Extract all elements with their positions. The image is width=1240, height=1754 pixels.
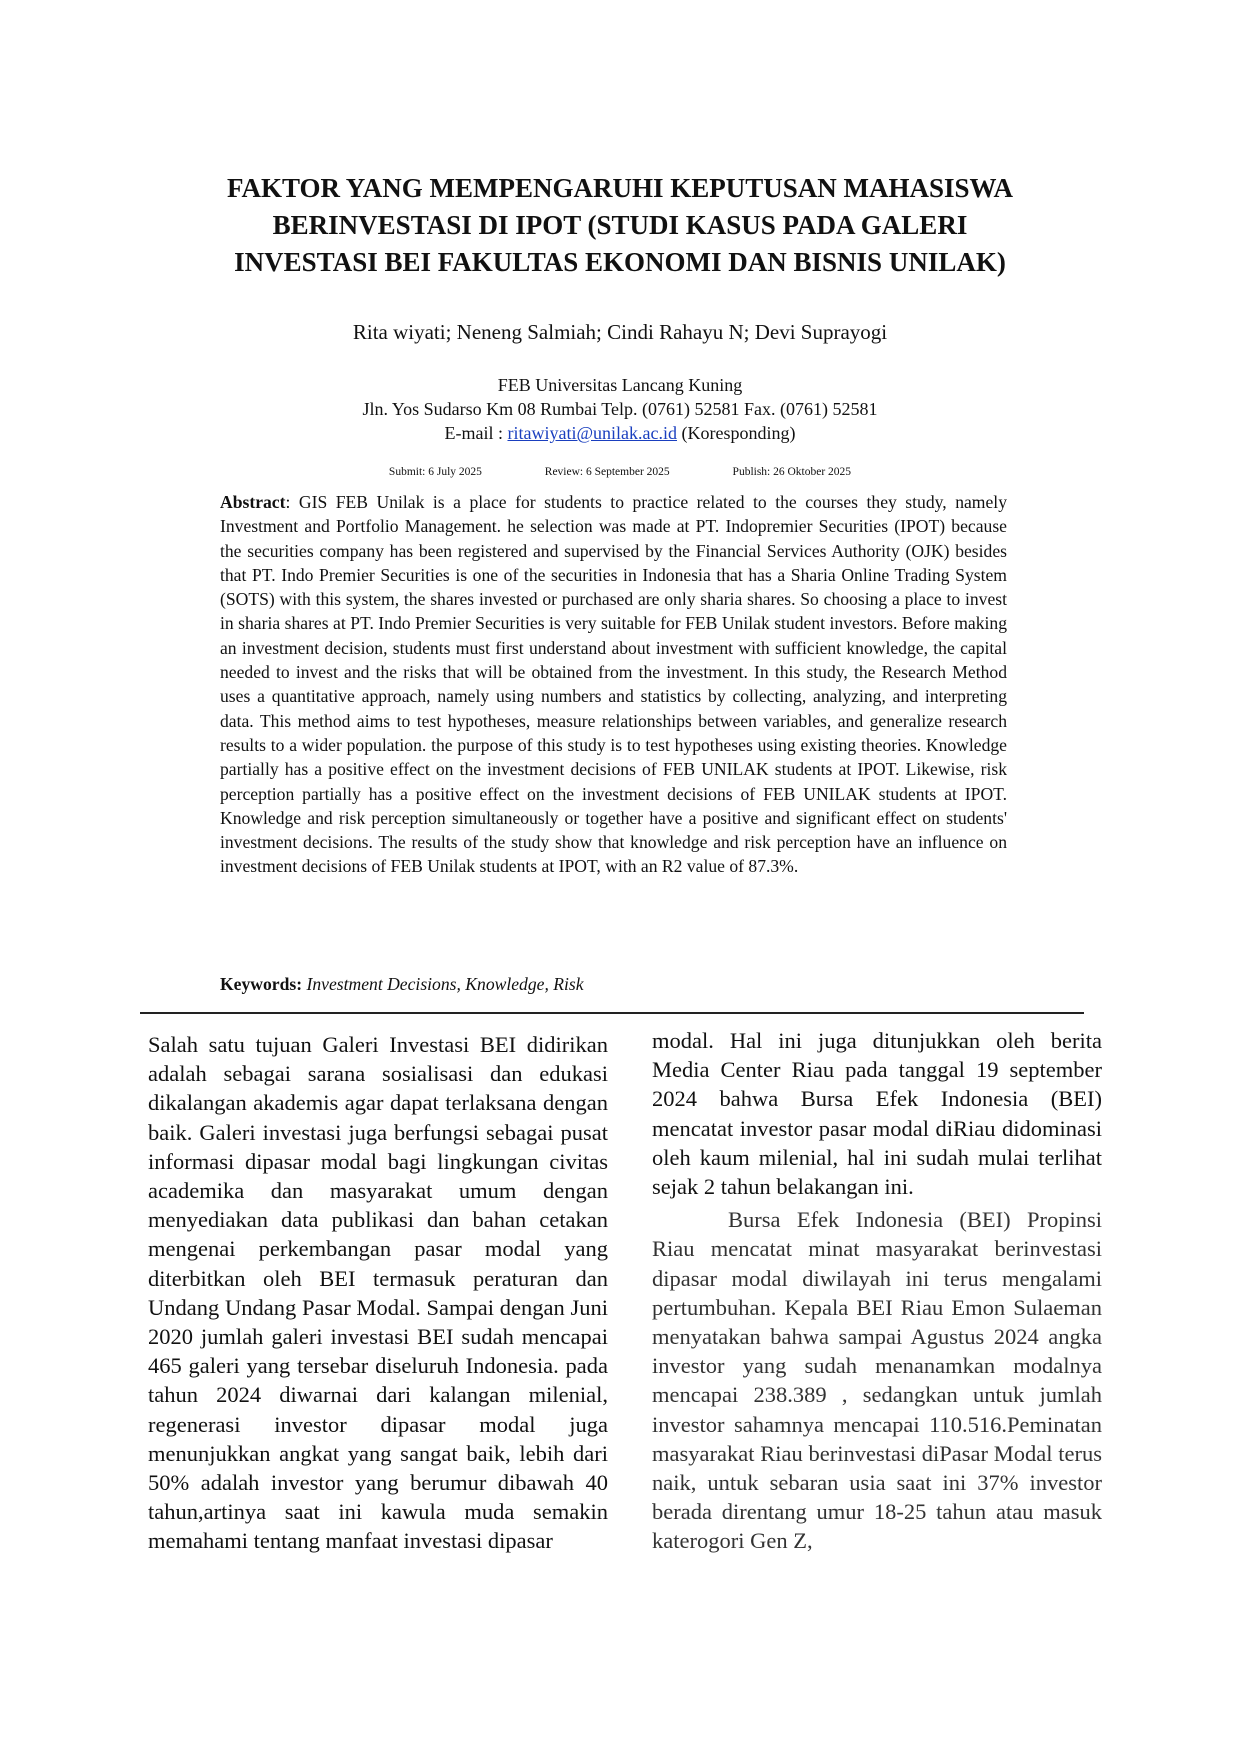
email-link[interactable]: ritawiyati@unilak.ac.id — [507, 423, 678, 443]
review-date: Review: 6 September 2025 — [544, 466, 670, 478]
section-divider — [140, 1012, 1084, 1014]
paper-title — [140, 170, 1100, 281]
address: Jln. Yos Sudarso Km 08 Rumbai Telp. (0761) 52581 Fax. (0761) 52581 — [362, 399, 878, 419]
abstract-label: Abstract — [220, 492, 286, 512]
submit-date: Submit: 6 July 2025 — [388, 466, 482, 478]
abstract-text: : GIS FEB Unilak is a place for students to practice related to the courses they study, namely Investment and Portfolio Management. he selection was made at PT. Indopremier Securities (IPOT) because the securities company has been registered and supervised by the Financial Services Authority (OJK) besides that PT. Indo Premier Securities is one of the securities in Indonesia that has a Sharia Online Trading System (SOTS) with this system, the shares invested or purchased are only sharia shares. So choosing a place to invest in sharia shares at PT. Indo Premier Securities is very suitable for FEB Unilak student investors. Before making an investment decision, students must first understand about investment with sufficient knowledge, the capital needed to invest and the risks that will be obtained from the investment. In this study, the Research Method uses a quantitative approach, namely using numbers and statistics by collecting, analyzing, and interpreting data. This method aims to test hypotheses, measure relationships between variables, and generalize research results to a wider population. the purpose of this study is to test hypotheses using existing theories. Knowledge partially has a positive effect on the investment decisions of FEB UNILAK students at IPOT. Likewise, risk perception partially has a positive effect on the investment decisions of FEB UNILAK students at IPOT. Knowledge and risk perception simultaneously or together have a positive and significant effect on students' investment decisions. The results of the study show that knowledge and risk perception have an influence on investment decisions of FEB Unilak students at IPOT, with an R2 value of 87.3%. — [220, 492, 1007, 877]
publish-date: Publish: 26 Oktober 2025 — [732, 466, 852, 478]
title-line-3: INVESTASI BEI FAKULTAS EKONOMI DAN BISNIS UNILAK) — [234, 247, 1006, 277]
keywords-label: Keywords: — [220, 974, 303, 994]
abstract — [220, 490, 1007, 879]
keywords — [220, 974, 1007, 995]
affiliation-block — [140, 373, 1100, 445]
email-line — [140, 421, 1100, 445]
body-paragraph: Bursa Efek Indonesia (BEI) Propinsi Riau mencatat minat masyarakat berinvestasi dipasar modal diwilayah ini terus mengalami pertumbuhan. Kepala BEI Riau Emon Sulaeman menyatakan bahwa sampai Agustus 2024 angka investor yang sudah menanamkan modalnya mencapai 238.389 , sedangkan untuk jumlah investor sahamnya mencapai 110.516.Peminatan masyarakat Riau berinvestasi diPasar Modal terus naik, untuk sebaran usia saat ini 37% investor berada direntang umur 18-25 tahun atau masuk katerogori Gen Z, — [652, 1207, 1102, 1554]
publication-dates — [140, 466, 1100, 478]
author-list: Rita wiyati; Neneng Salmiah; Cindi Rahayu N; Devi Suprayogi — [352, 320, 888, 344]
body-column-right — [652, 1026, 1102, 1556]
institution: FEB Universitas Lancang Kuning — [497, 375, 743, 395]
title-line-1: FAKTOR YANG MEMPENGARUHI KEPUTUSAN MAHASISWA — [226, 173, 1014, 203]
body-paragraph: modal. Hal ini juga ditunjukkan oleh berita Media Center Riau pada tanggal 19 september 2024 bahwa Bursa Efek Indonesia (BEI) mencatat investor pasar modal diRiau didominasi oleh kaum milenial, hal ini sudah mulai terlihat sejak 2 tahun belakangan ini. — [652, 1028, 1102, 1200]
title-line-2: BERINVESTASI DI IPOT (STUDI KASUS PADA GALERI — [272, 210, 968, 240]
body-column-left — [148, 1030, 608, 1556]
email-prefix: E-mail : — [444, 423, 508, 443]
keywords-text: Investment Decisions, Knowledge, Risk — [306, 974, 584, 994]
email-suffix: (Koresponding) — [677, 423, 796, 443]
body-paragraph: Salah satu tujuan Galeri Investasi BEI didirikan adalah sebagai sarana sosialisasi dan edukasi dikalangan akademis agar dapat terlaksana dengan baik. Galeri investasi juga berfungsi sebagai pusat informasi dipasar modal bagi lingkungan civitas academika dan masyarakat umum dengan menyediakan data publikasi dan bahan cetakan mengenai perkembangan pasar modal yang diterbitkan oleh BEI termasuk peraturan dan Undang Undang Pasar Modal. Sampai dengan Juni 2020 jumlah galeri investasi BEI sudah mencapai 465 galeri yang tersebar diseluruh Indonesia. pada tahun 2024 diwarnai dari kalangan milenial, regenerasi investor dipasar modal juga menunjukkan angkat yang sangat baik, lebih dari 50% adalah investor yang berumur dibawah 40 tahun,artinya saat ini kawula muda semakin memahami tentang manfaat investasi dipasar — [148, 1032, 608, 1554]
